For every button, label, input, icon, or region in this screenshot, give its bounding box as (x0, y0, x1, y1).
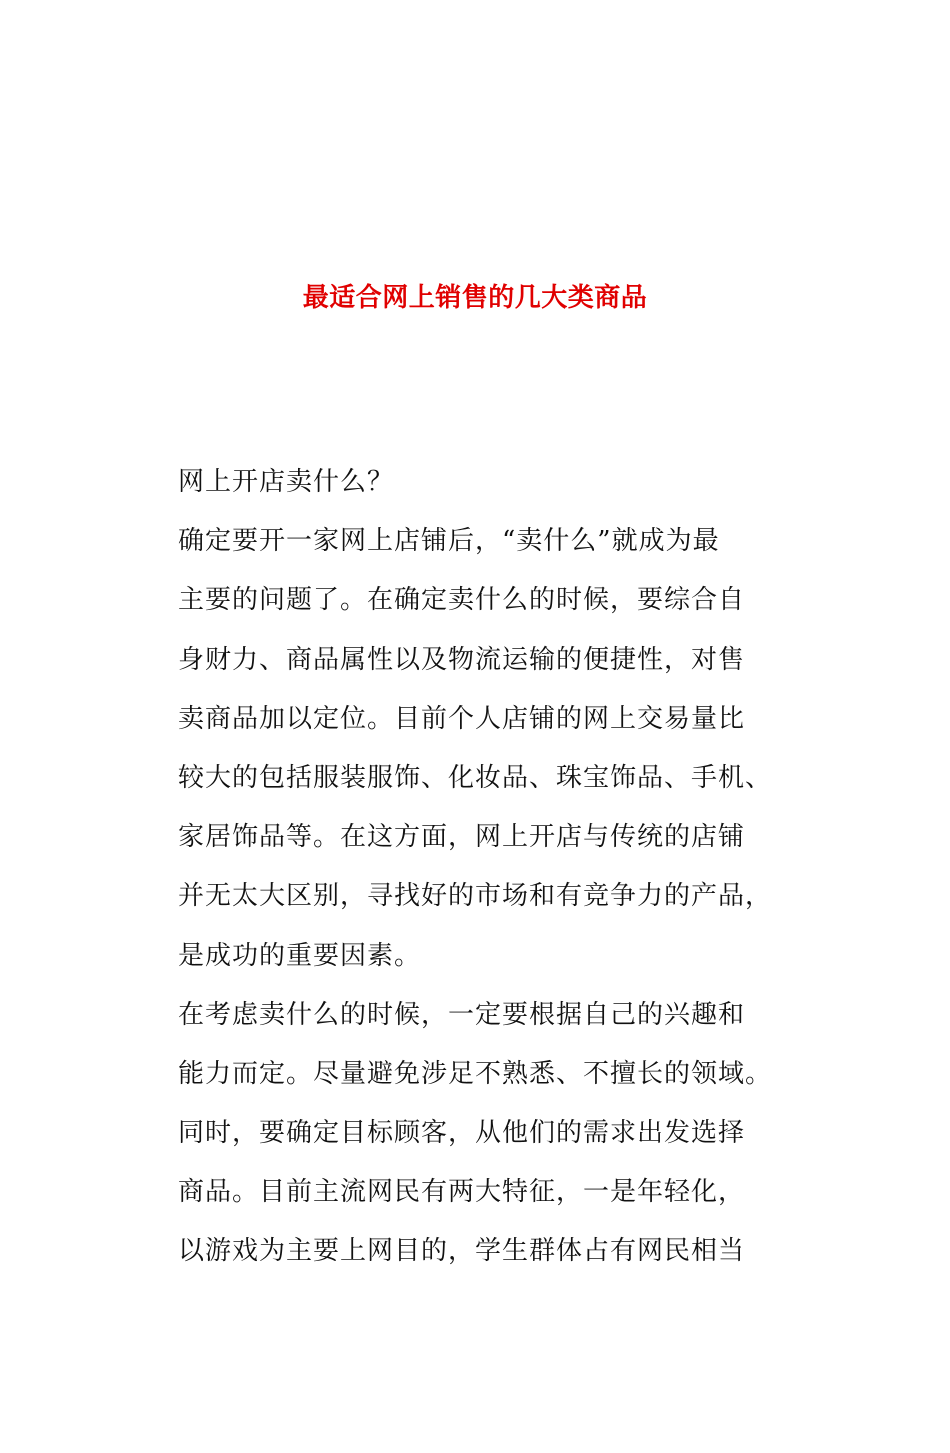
body-line: 主要的问题了。在确定卖什么的时候，要综合自 (178, 585, 746, 616)
body-line: 在考虑卖什么的时候，一定要根据自己的兴趣和 (178, 999, 746, 1030)
body-line: 商品。目前主流网民有两大特征，一是年轻化， (178, 1177, 746, 1208)
document-body (178, 462, 808, 1291)
body-line: 网上开店卖什么？ (178, 467, 395, 497)
body-line: 较大的包括服装服饰、化妆品、珠宝饰品、手机、 (178, 762, 773, 793)
body-line: 并无太大区别，寻找好的市场和有竞争力的产品， (178, 881, 773, 912)
body-line: 同时，要确定目标顾客，从他们的需求出发选择 (178, 1118, 746, 1149)
body-line: 家居饰品等。在这方面，网上开店与传统的店铺 (178, 822, 746, 853)
document-title: 最适合网上销售的几大类商品 (302, 283, 648, 313)
body-line: 能力而定。尽量避免涉足不熟悉、不擅长的领域。 (178, 1058, 773, 1089)
body-line: 卖商品加以定位。目前个人店铺的网上交易量比 (178, 703, 746, 734)
body-line: 确定要开一家网上店铺后，“卖什么”就成为最 (178, 526, 720, 557)
body-line: 身财力、商品属性以及物流运输的便捷性，对售 (178, 644, 746, 675)
body-line: 以游戏为主要上网目的，学生群体占有网民相当 (178, 1236, 746, 1267)
body-line: 是成功的重要因素。 (178, 940, 422, 971)
